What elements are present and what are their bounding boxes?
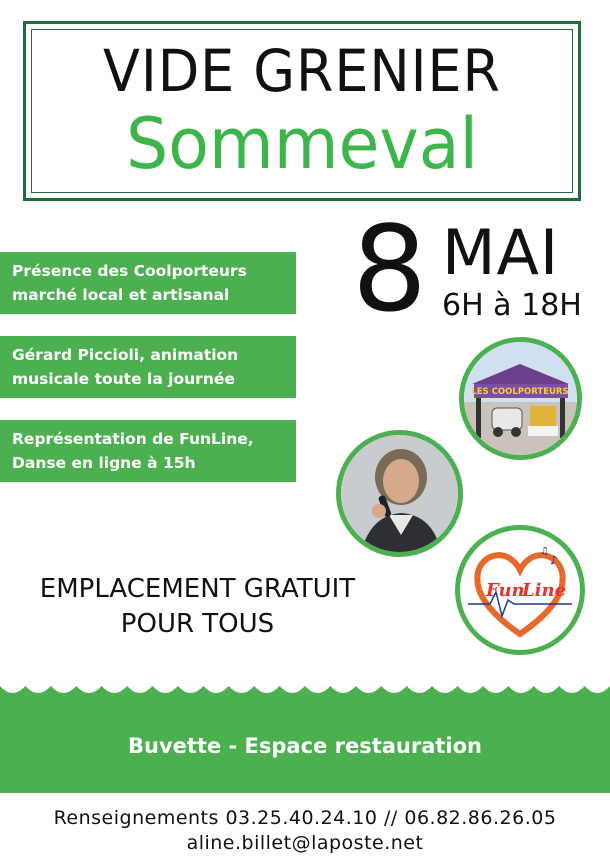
banner-line: Représentation de FunLine, — [12, 430, 254, 448]
banner-funline — [0, 420, 296, 482]
funline-heart-logo — [460, 530, 580, 650]
coolporteurs-photo — [459, 337, 582, 460]
banner-line: Gérard Piccioli, animation — [12, 346, 239, 364]
gerard-photo — [336, 430, 463, 557]
coolporteurs-sign: LES COOLPORTEURS — [471, 387, 569, 397]
free-spot-notice — [0, 572, 395, 642]
free-spot-line: POUR TOUS — [120, 609, 275, 639]
banner-gerard — [0, 336, 296, 398]
event-title: VIDE GRENIER — [103, 37, 501, 105]
singer-illustration — [341, 435, 458, 552]
banner-line: Danse en ligne à 15h — [12, 454, 196, 472]
scalloped-edge — [0, 672, 610, 702]
date-month: MAI — [442, 216, 560, 289]
funline-logo — [455, 525, 585, 655]
banner-coolporteurs — [0, 252, 296, 314]
date-day: 8 — [352, 200, 428, 338]
funline-word-line: Line — [522, 580, 567, 601]
contact-phones: Renseignements 03.25.40.24.10 // 06.82.86.26.05 — [53, 807, 557, 829]
music-note-icon: ♫ — [540, 546, 549, 557]
town-name: Sommeval — [126, 103, 478, 185]
buvette-label: Buvette - Espace restauration — [128, 734, 482, 758]
banner-line: marché local et artisanal — [12, 286, 230, 304]
funline-word-fun: Fun — [486, 580, 525, 601]
music-note-icon: ♪ — [550, 553, 558, 567]
banner-line: musicale toute la journée — [12, 370, 235, 388]
date-hours: 6H à 18H — [442, 288, 582, 323]
contact-email: aline.billet@laposte.net — [186, 832, 424, 854]
contact-info — [0, 806, 610, 856]
free-spot-line: EMPLACEMENT GRATUIT — [39, 574, 356, 604]
banner-line: Présence des Coolporteurs — [12, 262, 247, 280]
coolporteurs-illustration — [464, 342, 577, 455]
title-frame — [23, 21, 581, 201]
